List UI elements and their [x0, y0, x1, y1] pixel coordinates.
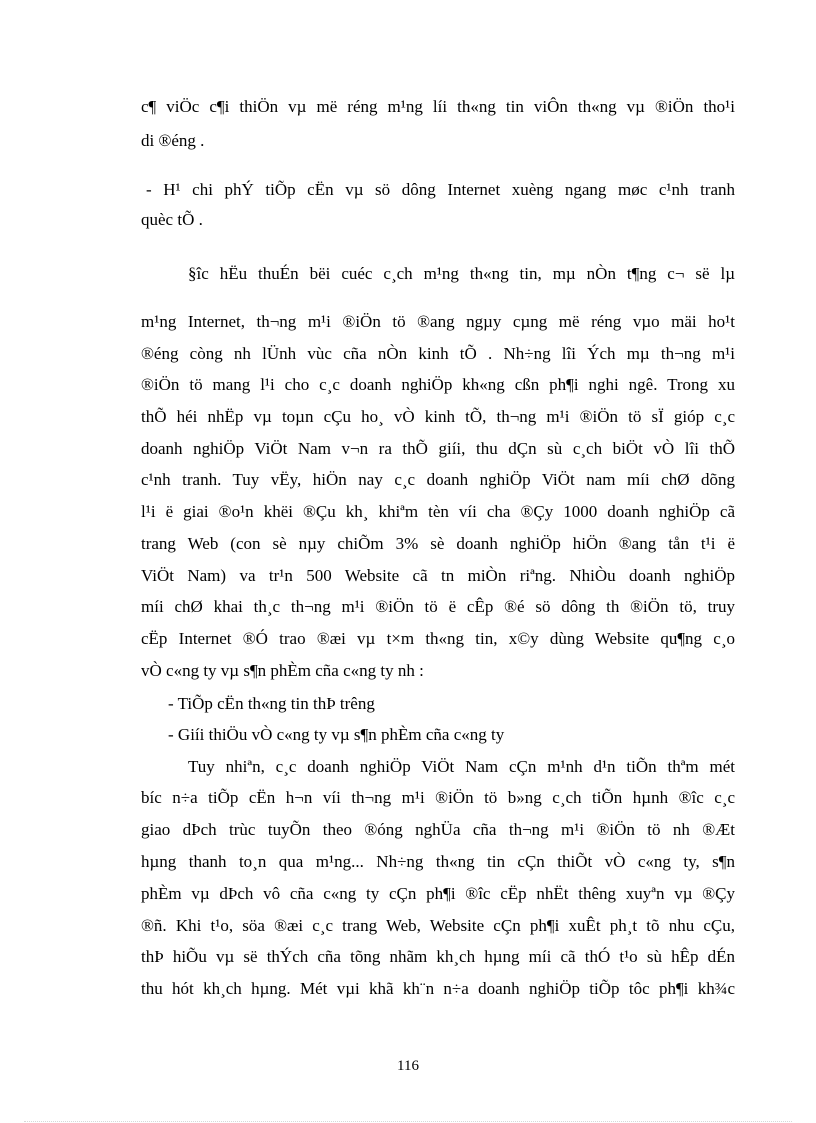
- text-line: míi chØ khai th¸c th¬ng m¹i ®iÖn tö ë cÊp ®é sö dông th ®iÖn tö, truy: [141, 597, 735, 616]
- paragraph-first-line: Tuy nhiªn, c¸c doanh nghiÖp ViÖt Nam cÇn m¹nh d¹n tiÕn thªm mét: [188, 757, 735, 776]
- bullet-line: - TiÕp cËn th«ng tin thÞ trêng: [168, 694, 375, 713]
- text-line: ViÖt Nam) va tr¹n 500 Website cã tn miÒn riªng. NhiÒu doanh nghiÖp: [141, 566, 735, 585]
- bullet-line: - H¹ chi phÝ tiÕp cËn vµ sö dông Internet xuèng ngang møc c¹nh tranh: [146, 180, 735, 199]
- paragraph-first-line: §îc hËu thuÉn bëi cuéc c¸ch m¹ng th«ng tin, mµ nÒn t¶ng c¬ së lµ: [188, 264, 735, 283]
- text-line: bíc n÷a tiÕp cËn h¬n víi th¬ng m¹i ®iÖn tö b»ng c¸ch tiÕn hµnh ®îc c¸c: [141, 788, 735, 807]
- text-line: c¹nh tranh. Tuy vËy, hiÖn nay c¸c doanh nghiÖp ViÖt nam míi chØ dõng: [141, 470, 735, 489]
- text-line: trang Web (con sè nµy chiÕm 3% sè doanh nghiÖp hiÖn ®ang tån t¹i ë: [141, 534, 735, 553]
- text-line: phÈm vµ dÞch vô cña c«ng ty cÇn ph¶i ®îc cËp nhËt thêng xuyªn vµ ®Çy: [141, 884, 735, 903]
- text-line: thÞ hiÕu vµ së thÝch cña tõng nhãm kh¸ch hµng míi cã thÓ t¹o sù hÊp dÉn: [141, 947, 735, 966]
- text-line: giao dÞch trùc tuyÕn theo ®óng nghÜa cña th¬ng m¹i ®iÖn tö nh ®Æt: [141, 820, 735, 839]
- text-line: ®iÖn tö mang l¹i cho c¸c doanh nghiÖp kh«ng cßn ph¶i nghi ngê. Trong xu: [141, 375, 735, 394]
- text-line: quèc tÕ .: [141, 210, 203, 229]
- text-line: hµng thanh to¸n qua m¹ng... Nh÷ng th«ng tin cÇn thiÕt vÒ c«ng ty, s¶n: [141, 852, 735, 871]
- text-line: ®ñ. Khi t¹o, söa ®æi c¸c trang Web, Website cÇn ph¶i xuÊt ph¸t tõ nhu cÇu,: [141, 916, 735, 935]
- bullet-line: - Giíi thiÖu vÒ c«ng ty vµ s¶n phÈm cña c«ng ty: [168, 725, 505, 744]
- text-line: m¹ng Internet, th¬ng m¹i ®iÖn tö ®ang ngµy cµng më réng vµo mäi ho¹t: [141, 312, 735, 331]
- text-line: cËp Internet ®Ó trao ®æi vµ t×m th«ng tin, x©y dùng Website qu¶ng c¸o: [141, 629, 735, 648]
- page-number: 116: [397, 1058, 419, 1074]
- text-line: vÒ c«ng ty vµ s¶n phÈm cña c«ng ty nh :: [141, 661, 424, 680]
- text-line: thu hót kh¸ch hµng. Mét vµi khã kh¨n n÷a doanh nghiÖp tiÕp tôc ph¶i kh¾c: [141, 979, 735, 998]
- text-line: c¶ viÖc c¶i thiÖn vµ më réng m¹ng líi th«ng tin viÔn th«ng vµ ®iÖn tho¹i: [141, 97, 735, 116]
- text-line: doanh nghiÖp ViÖt Nam v¬n ra thÕ giíi, thu dÇn sù c¸ch biÖt vÒ lîi thÕ: [141, 439, 735, 458]
- text-line: ®éng còng nh lÜnh vùc cña nÒn kinh tÕ . Nh÷ng lîi Ých mµ th¬ng m¹i: [141, 344, 735, 363]
- text-line: l¹i ë giai ®o¹n khëi ®Çu kh¸ khiªm tèn víi cha ®Çy 1000 doanh nghiÖp cã: [141, 502, 735, 521]
- page-bottom-divider: [24, 1121, 792, 1122]
- text-line: di ®éng .: [141, 131, 205, 150]
- text-line: thÕ héi nhËp vµ toµn cÇu ho¸ vÒ kinh tÕ, th¬ng m¹i ®iÖn tö sÏ gióp c¸c: [141, 407, 735, 426]
